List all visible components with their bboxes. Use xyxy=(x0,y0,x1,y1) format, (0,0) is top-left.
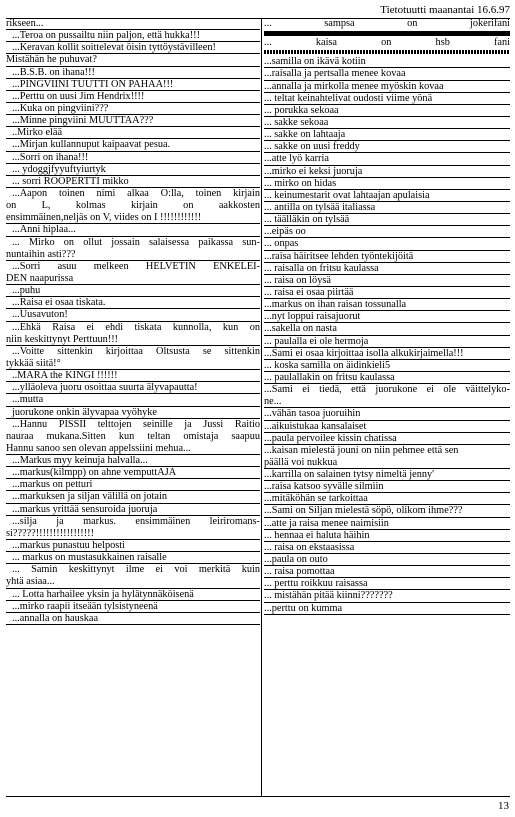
gossip-line: ... onpas xyxy=(264,238,510,250)
gossip-line: ...ylläoleva juoru osoittaa suurta älyvapautta! xyxy=(6,382,260,394)
gossip-line: ...Voitte sittenkin kirjoittaa Oltsusta se sittenkin xyxy=(12,345,260,357)
gossip-line: si?????!!!!!!!!!!!!!!!!! xyxy=(6,528,260,540)
gossip-line: ... raisa ei osaa piirtää xyxy=(264,287,510,299)
gossip-line: ...Sorri asuu melkeen HELVETIN ENKELEI- xyxy=(12,260,260,272)
gossip-line: ... Mirko on ollut jossain salaisessa paikassa sun- xyxy=(12,236,260,248)
page-number: 13 xyxy=(498,800,509,812)
footer-rule xyxy=(6,796,510,797)
gossip-line: ... Samin keskittynyt ilme ei voi merkitä kuin xyxy=(12,564,260,576)
gossip-line: ... koska samilla on äidinkieli5 xyxy=(264,360,510,372)
gossip-line: ...puhu xyxy=(6,285,260,297)
gossip-line: päällä voi nukkua xyxy=(264,457,510,469)
gossip-line: Mistähän he puhuvat? xyxy=(6,54,260,66)
gossip-line: ...markus punastuu helposti xyxy=(6,540,260,552)
decorative-bar xyxy=(264,31,510,36)
gossip-line: Hannu sanoo sen olevan appelssiini mehua... xyxy=(6,443,260,455)
gossip-line: ... Lotta harhailee yksin ja hylätynnäköisenä xyxy=(6,589,260,601)
gossip-line: rikseen... xyxy=(6,18,260,30)
gossip-line: ..Mirko elää xyxy=(6,127,260,139)
gossip-line: ... sampsa on jokerifani xyxy=(264,18,510,29)
gossip-line: ... raisa on löysä xyxy=(264,275,510,287)
gossip-line: ...markus(kilmpp) on ahne vemputtAJA xyxy=(6,467,260,479)
gossip-line: ...B.S.B. on ihana!!! xyxy=(6,67,260,79)
gossip-line: ...atte ja raisa menee naimisiin xyxy=(264,518,510,530)
gossip-line: ...karrilla on salainen tytsy nimeltä jenny' xyxy=(264,469,510,481)
gossip-line: ... perttu roikkuu raisassa xyxy=(264,578,510,590)
gossip-line: ...Ehkä Raisa ei ehdi tiskata kunnolla, kun on xyxy=(12,321,260,333)
gossip-line: ...sakella on nasta xyxy=(264,323,510,335)
gossip-line: ..MARA the KINGI !!!!!! xyxy=(6,370,260,382)
gossip-line: ... markus on mustasukkainen raisalle xyxy=(6,552,260,564)
gossip-line: ... sakke sekoaa xyxy=(264,117,510,129)
gossip-line: on L, kolmas kirjain on aakkosten xyxy=(6,200,260,212)
gossip-line: ... teltat keinahtelivat oudosti viime yönä xyxy=(264,93,510,105)
gossip-line: nuntaihin asti??? xyxy=(6,249,260,261)
gossip-line: ...aikuistukaa kansalaiset xyxy=(264,421,510,433)
gossip-line: niin keskittynyt Perttuun!!! xyxy=(6,334,260,346)
gossip-line: ...markus on petturi xyxy=(6,479,260,491)
gossip-line: juorukone onkin älyvapaa vyöhyke xyxy=(6,407,260,419)
gossip-line: ...Hannu PISSII telttojen seinille ja Jussi Raitio xyxy=(12,418,260,430)
gossip-line: ... mistähän pitää kiinni??????? xyxy=(264,590,510,602)
gossip-line: ...samilla on ikävä kotiin xyxy=(264,56,510,68)
gossip-line: ...raisa katsoo syvälle silmiin xyxy=(264,481,510,493)
gossip-line: ... hennaa ei haluta häihin xyxy=(264,530,510,542)
gossip-line: ...Perttu on uusi Jim Hendrix!!!! xyxy=(6,91,260,103)
gossip-line: ...Teroa on pussailtu niin paljon, että hukka!!! xyxy=(6,30,260,42)
newsletter-header: Tietotuutti maanantai 16.6.97 xyxy=(380,4,510,16)
right-gossip-column xyxy=(264,18,510,615)
gossip-line: ...Raisa ei osaa tiskata. xyxy=(6,297,260,309)
gossip-line: ...Mirjan kullannuput kaipaavat pesua. xyxy=(6,139,260,151)
gossip-line: nauraa mukana.Sitten kun teltan omistaja saapuu xyxy=(6,430,260,442)
gossip-line: ... paulallakin on fritsu kaulassa xyxy=(264,372,510,384)
gossip-line: ...Anni hiplaa... xyxy=(6,224,260,236)
gossip-line: ...raisalla ja pertsalla menee kovaa xyxy=(264,68,510,80)
gossip-line: ...Kuka on pingviini??? xyxy=(6,103,260,115)
gossip-line: ...mutta xyxy=(6,394,260,406)
gossip-line: ...paula on outo xyxy=(264,554,510,566)
column-divider xyxy=(261,18,262,796)
gossip-line: ...Minne pingviini MUUTTAA??? xyxy=(6,115,260,127)
gossip-line: ...Uusavuton! xyxy=(6,309,260,321)
gossip-line: ne... xyxy=(264,396,510,408)
gossip-line: ... paulalla ei ole hermoja xyxy=(264,336,510,348)
gossip-line: tykkää siitä!° xyxy=(6,358,260,370)
gossip-line: ...raisa häiritsee lehden työntekijöitä xyxy=(264,251,510,263)
gossip-line: ...PINGVIINI TUUTTI ON PAHAA!!! xyxy=(6,79,260,91)
gossip-line: ...atte lyö karria xyxy=(264,153,510,165)
gossip-line: ...perttu on kumma xyxy=(264,603,510,615)
gossip-line: ...Sami ei tiedä, että juorukone ei ole väittelyko- xyxy=(264,384,510,396)
gossip-line: ...Keravan kollit soittelevat öisin tyttöystävilleen! xyxy=(6,42,260,54)
gossip-line: ...markus yrittää sensuroida juoruja xyxy=(6,504,260,516)
gossip-line: ...kaisan mielestä jouni on niin pehmee että sen xyxy=(264,444,459,456)
gossip-line: ...markuksen ja siljan välillä on jotain xyxy=(6,491,260,503)
gossip-line: ... mirko on hidas xyxy=(264,178,510,190)
gossip-line: ... sorri ROOPERTTI mikko xyxy=(6,176,260,188)
gossip-line: ensimmäinen,neljäs on V, viides on I !!!!!!!!!!!! xyxy=(6,212,260,224)
gossip-line: ...nyt loppui raisajuorut xyxy=(264,311,510,323)
gossip-line: ... täälläkin on tylsää xyxy=(264,214,510,226)
gossip-line: ...Sami ei osaa kirjoittaa isolla alkukirjaimella!!! xyxy=(264,348,510,360)
gossip-line: ... sakke on lahtaaja xyxy=(264,129,510,141)
gossip-line: ...Aapon toinen nimi alkaa O:lla, toinen kirjain xyxy=(12,187,260,199)
gossip-line: ... antilla on tylsää italiassa xyxy=(264,202,510,214)
gossip-line: ... kaisa on hsb fani xyxy=(264,37,510,49)
gossip-line: ...Markus myy keinuja halvalla... xyxy=(6,455,260,467)
gossip-line: yhtä asiaa... xyxy=(6,576,260,588)
gossip-line: ...markus on ihan raisan tossunalla xyxy=(264,299,510,311)
gossip-line: ...silja ja markus. ensimmäinen leiriromans- xyxy=(12,515,260,527)
gossip-line: ...mirko ei keksi juoruja xyxy=(264,166,510,178)
gossip-line: ...annalla ja mirkolla menee myöskin kovaa xyxy=(264,81,510,93)
gossip-line: ... porukka sekoaa xyxy=(264,105,510,117)
gossip-line: ... keinumestarit ovat lahtaajan apulaisia xyxy=(264,190,510,202)
gossip-line: DEN naapurissa xyxy=(6,273,260,285)
gossip-line: ... sakke on uusi freddy xyxy=(264,141,510,153)
gossip-line: ...eipäs oo xyxy=(264,226,510,238)
gossip-line: ... raisa pomottaa xyxy=(264,566,510,578)
left-gossip-column xyxy=(6,18,260,625)
gossip-line: ...paula pervoilee kissin chatissa xyxy=(264,433,510,445)
gossip-line: ... raisa on ekstaasissa xyxy=(264,542,510,554)
gossip-line: ...mitäköhän se tarkoittaa xyxy=(264,493,510,505)
gossip-line: ... raisalla on fritsu kaulassa xyxy=(264,263,510,275)
gossip-line: ...Sorri on ihana!!! xyxy=(6,152,260,164)
decorative-dotted-bar xyxy=(264,50,510,54)
gossip-line: ...mirko raapii itseään tylsistyneenä xyxy=(6,601,260,613)
gossip-line: ... ydoggjfyyuftyiurtyk xyxy=(6,164,260,176)
gossip-line: ...annalla on hauskaa xyxy=(6,613,260,625)
gossip-line: ...vähän tasoa juoruihin xyxy=(264,408,510,420)
gossip-line: ...Sami on Siljan mielestä söpö, olikom ihme??? xyxy=(264,505,510,517)
